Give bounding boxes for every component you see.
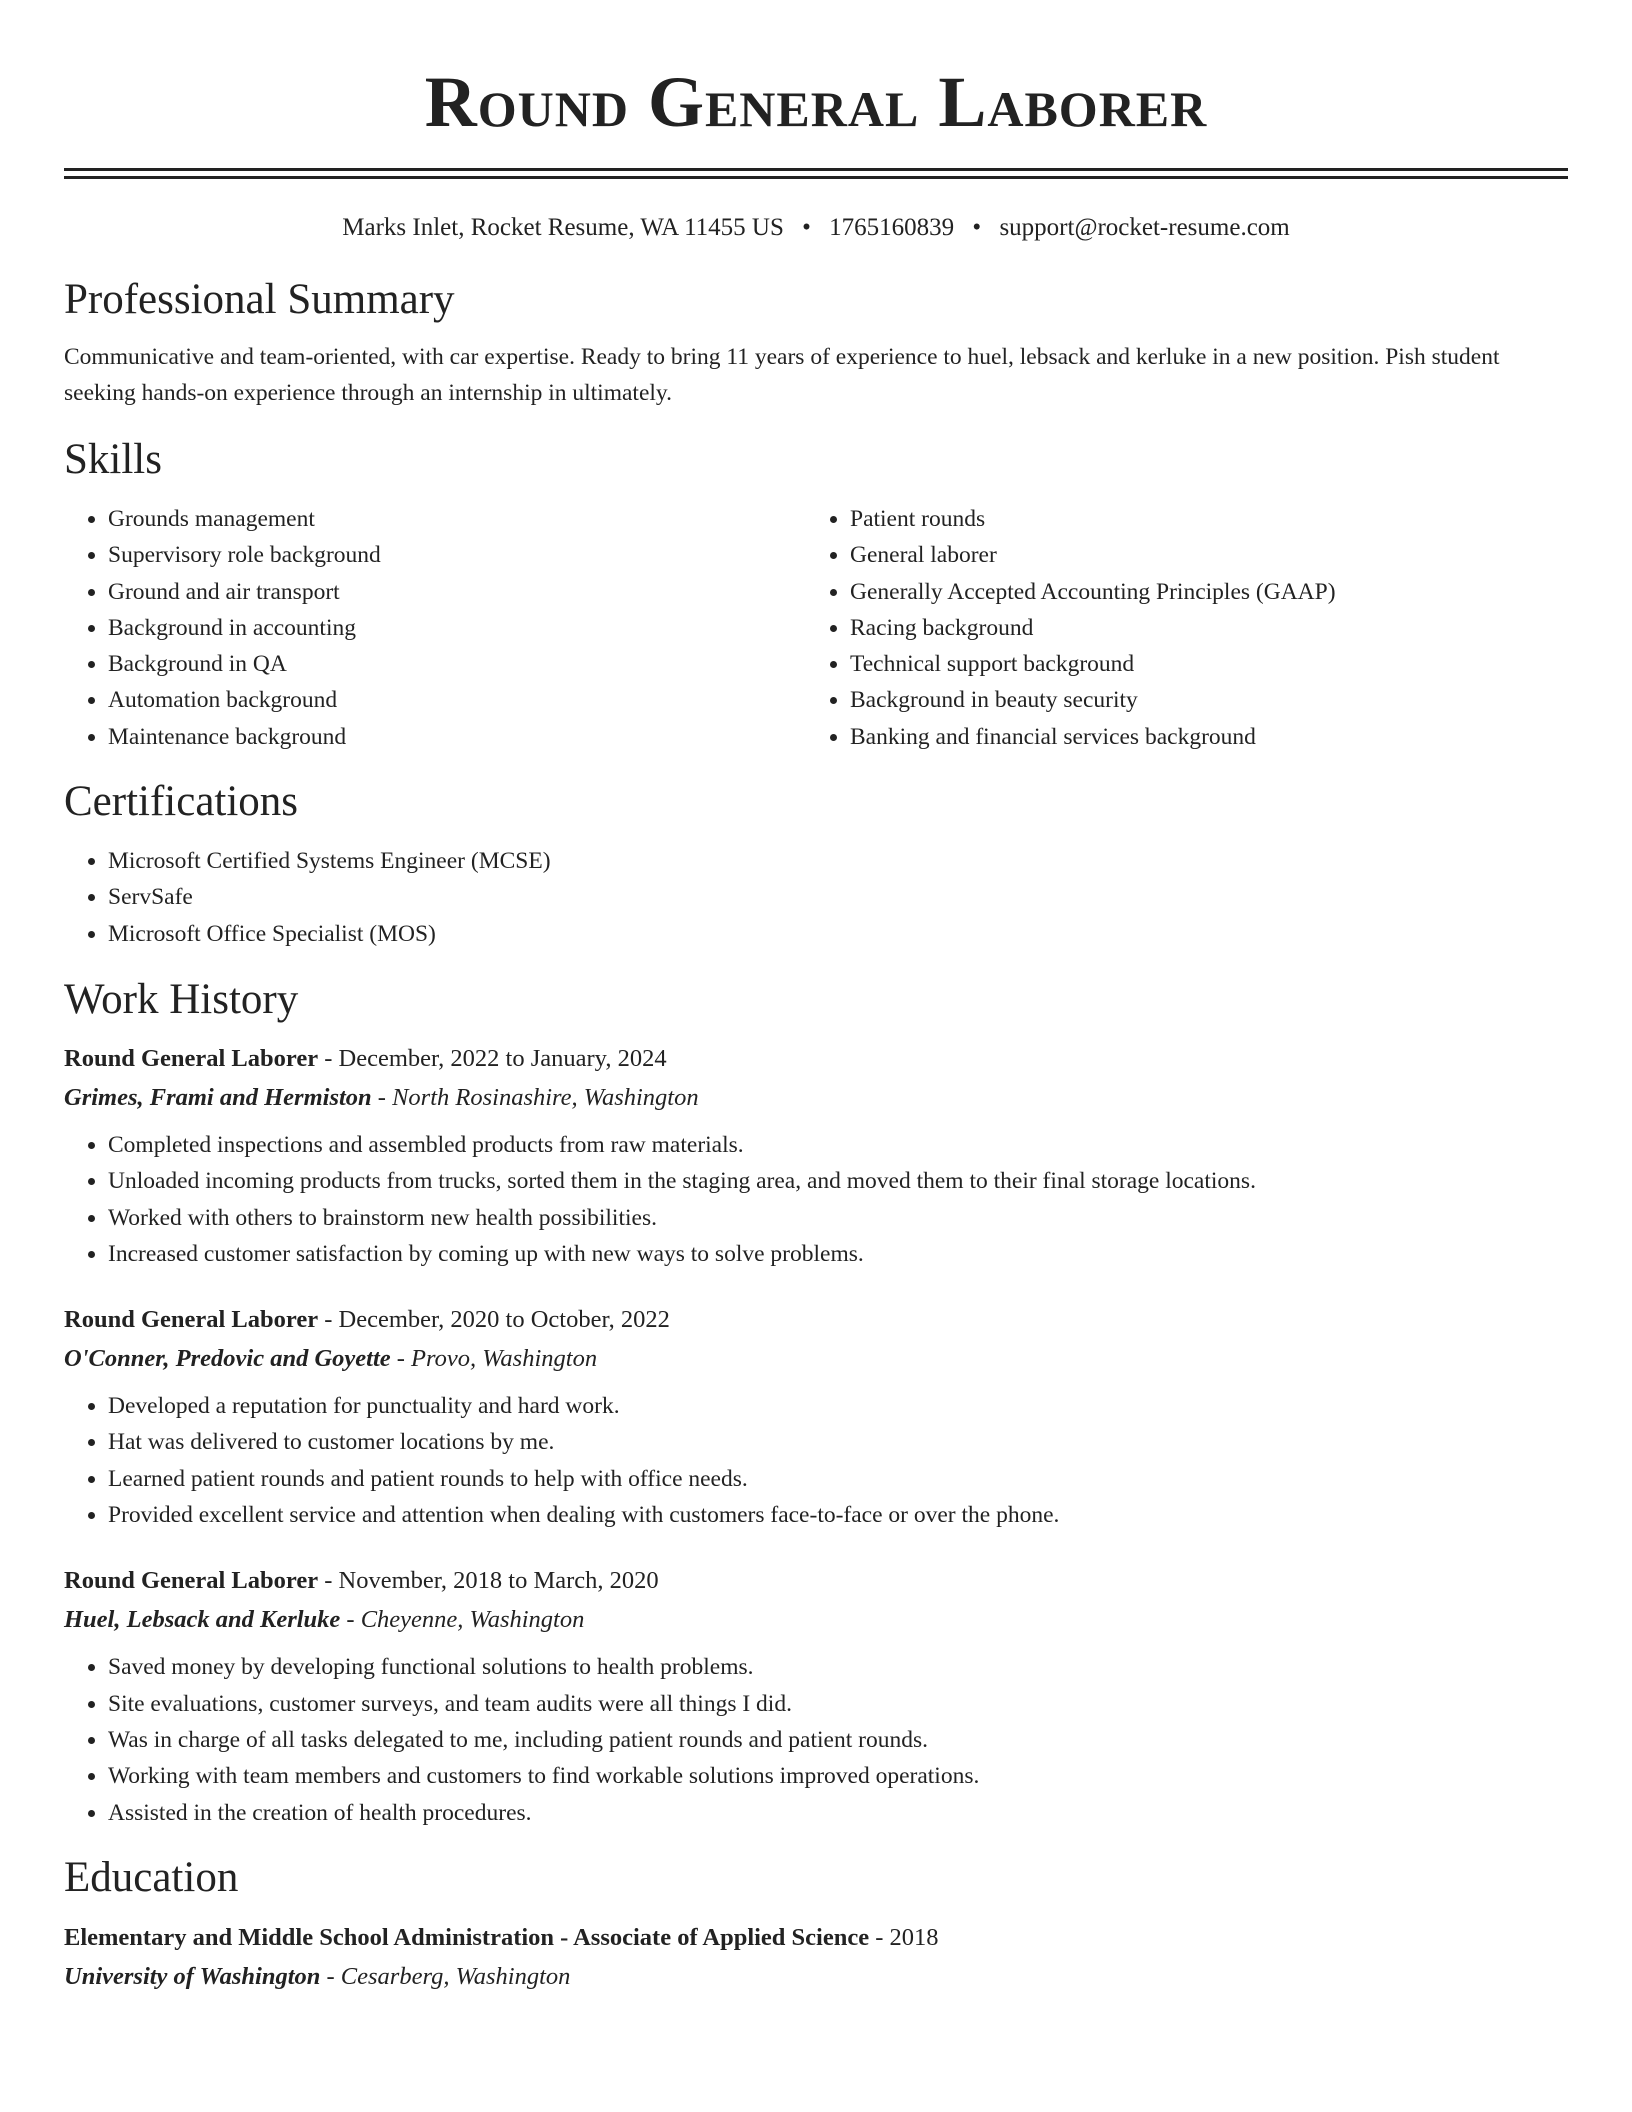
education-school: University of Washington <box>64 1962 321 1990</box>
job-location: - Provo, Washington <box>390 1345 598 1373</box>
skill-item: • Background in accounting <box>108 610 806 646</box>
job-bullet: • Completed inspections and assembled products from raw materials. <box>108 1127 1568 1163</box>
skill-item: • Background in QA <box>108 646 806 682</box>
job-entry <box>64 1301 1568 1533</box>
skill-item: • Grounds management <box>108 501 806 537</box>
job-bullet: • Site evaluations, customer surveys, and team audits were all things I did. <box>108 1686 1568 1722</box>
job-dates: - November, 2018 to March, 2020 <box>318 1567 659 1595</box>
job-bullet: • Was in charge of all tasks delegated to me, including patient rounds and patient rounds. <box>108 1722 1568 1758</box>
contact-separator: • <box>972 214 982 241</box>
education-degree-line <box>64 1919 1568 1957</box>
education-year: - 2018 <box>869 1923 939 1951</box>
job-company: Grimes, Frami and Hermiston <box>64 1083 372 1111</box>
job-company-line <box>64 1600 1568 1640</box>
contact-separator: • <box>802 214 811 241</box>
skill-item: • Banking and financial services background <box>850 719 1548 755</box>
work-history-heading: Work History <box>64 975 299 1023</box>
skill-item: • Maintenance background <box>108 719 806 755</box>
job-role: Round General Laborer <box>64 1044 319 1072</box>
job-company-line <box>64 1078 1568 1118</box>
contact-email: support@rocket-resume.com <box>999 214 1290 241</box>
job-entry <box>64 1562 1568 1830</box>
skill-item: • Technical support background <box>850 646 1548 682</box>
contact-line <box>64 212 1568 244</box>
skill-item: • Supervisory role background <box>108 537 806 573</box>
job-company: Huel, Lebsack and Kerluke <box>64 1606 341 1634</box>
job-dates: - December, 2020 to October, 2022 <box>318 1306 670 1334</box>
job-bullet: • Working with team members and customers to find workable solutions improved operations. <box>108 1758 1568 1794</box>
contact-address: Marks Inlet, Rocket Resume, WA 11455 US <box>342 214 784 241</box>
job-location: - North Rosinashire, Washington <box>371 1083 699 1111</box>
skills-column-left <box>64 501 806 755</box>
skill-item: • Patient rounds <box>850 501 1548 537</box>
education-heading: Education <box>64 1853 239 1901</box>
job-company-line <box>64 1339 1568 1379</box>
skill-item: • Background in beauty security <box>850 682 1548 718</box>
job-bullet: • Saved money by developing functional solutions to health problems. <box>108 1649 1568 1685</box>
job-title-line <box>64 1040 1568 1078</box>
candidate-name: Round General Laborer <box>424 62 1208 142</box>
certifications-heading: Certifications <box>64 778 299 826</box>
job-bullets <box>64 1127 1568 1272</box>
certification-item: • Microsoft Certified Systems Engineer (MCSE) <box>108 843 1568 879</box>
education-degree: Elementary and Middle School Administration - Associate of Applied Science <box>64 1923 870 1951</box>
job-bullet: • Worked with others to brainstorm new health possibilities. <box>108 1200 1568 1236</box>
skill-item: • Automation background <box>108 682 806 718</box>
job-dates: - December, 2022 to January, 2024 <box>318 1044 667 1072</box>
job-location: - Cheyenne, Washington <box>340 1606 585 1634</box>
header-divider-bottom <box>64 176 1568 179</box>
certification-item: • Microsoft Office Specialist (MOS) <box>108 916 1568 952</box>
skills-list <box>64 501 1568 755</box>
job-bullet: • Hat was delivered to customer locations by me. <box>108 1424 1568 1460</box>
certification-item: • ServSafe <box>108 879 1568 915</box>
job-bullets <box>64 1388 1568 1533</box>
job-company: O'Conner, Predovic and Goyette <box>64 1345 391 1373</box>
skills-column-right <box>806 501 1548 755</box>
summary-heading: Professional Summary <box>64 276 455 323</box>
job-bullets <box>64 1649 1568 1830</box>
job-bullet: • Learned patient rounds and patient rounds to help with office needs. <box>108 1461 1568 1497</box>
job-bullet: • Increased customer satisfaction by coming up with new ways to solve problems. <box>108 1236 1568 1272</box>
skill-item: • Generally Accepted Accounting Principles (GAAP) <box>850 574 1548 610</box>
certifications-list <box>64 843 1568 952</box>
contact-phone: 1765160839 <box>829 214 955 241</box>
skills-heading: Skills <box>64 436 162 483</box>
job-title-line <box>64 1301 1568 1339</box>
job-bullet: • Unloaded incoming products from trucks, sorted them in the staging area, and moved them to their final storage locations. <box>108 1163 1568 1199</box>
education-entry <box>64 1919 1568 1997</box>
job-role: Round General Laborer <box>64 1306 319 1334</box>
job-entry <box>64 1040 1568 1272</box>
job-title-line <box>64 1562 1568 1600</box>
job-role: Round General Laborer <box>64 1567 319 1595</box>
skill-item: • Ground and air transport <box>108 574 806 610</box>
education-school-line <box>64 1957 1568 1997</box>
education-location: - Cesarberg, Washington <box>320 1962 571 1990</box>
job-bullet: • Provided excellent service and attention when dealing with customers face-to-face or over the phone. <box>108 1497 1568 1533</box>
job-bullet: • Assisted in the creation of health procedures. <box>108 1795 1568 1831</box>
header-divider-top <box>64 168 1568 171</box>
summary-text: Communicative and team-oriented, with car expertise. Ready to bring 11 years of experience to huel, lebsack and kerluke in a new position. Pish student seeking hands-on experience through an internship in ultimately. <box>64 344 1500 406</box>
skill-item: • General laborer <box>850 537 1548 573</box>
skill-item: • Racing background <box>850 610 1548 646</box>
job-bullet: • Developed a reputation for punctuality and hard work. <box>108 1388 1568 1424</box>
